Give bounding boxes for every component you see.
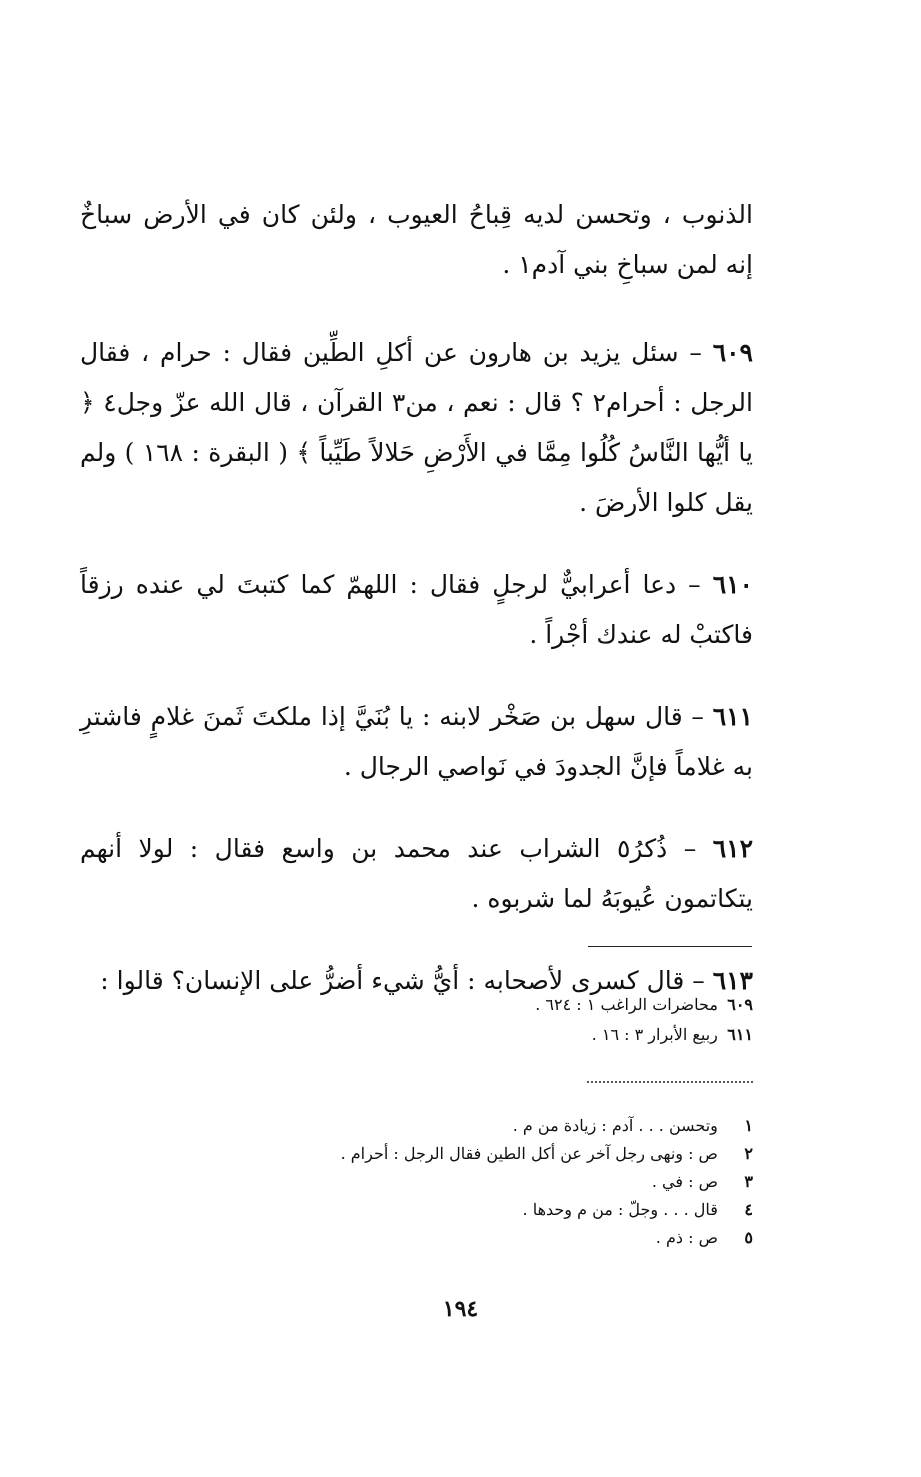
footnote-text: ص : في . (651, 1172, 718, 1191)
footnote-line (193, 1224, 753, 1252)
paragraph-continuation (80, 190, 753, 290)
paragraph-text: الذنوب ، وتحسن لديه قِباحُ العيوب ، ولئن كان في الأرض سباخٌ إنه لمن سباخِ بني آدم١ . (80, 200, 753, 279)
page-number: ١٩٤ (442, 1296, 479, 1322)
footnotes (193, 1112, 753, 1252)
main-text (80, 190, 753, 1038)
source-number: ٦٠٩ (727, 995, 753, 1014)
paragraph-number: ٦١٠ (712, 570, 753, 599)
footnote-text: قال . . . وجلّ : من م وحدها . (522, 1200, 718, 1219)
paragraph-number: ٦١٢ (712, 834, 754, 863)
footnote-line (193, 1112, 753, 1140)
paragraph-text: – سئل يزيد بن هارون عن أكلِ الطِّين فقال : حرام ، فقال الرجل : أحرام٢ ؟ قال : نعم ، من٣ القرآن ، قال الله عزّ وجل٤ ﴿ يا أيُّها النَّاسُ كُلُوا مِمَّا في الأَرْضِ حَلالاً طَيِّباً ﴾ ( البقرة : ١٦٨ ) ولم يقل كلوا الأرضَ . (80, 338, 753, 517)
source-text: ربيع الأبرار ٣ : ١٦ . (591, 1025, 718, 1044)
footnote-number: ١ (744, 1116, 753, 1135)
paragraph-609 (80, 328, 753, 528)
footnote-line (193, 1196, 753, 1224)
footnote-number: ٢ (744, 1144, 753, 1163)
paragraph-611 (80, 692, 753, 792)
source-number: ٦١١ (727, 1025, 753, 1044)
source-line (253, 1020, 753, 1050)
footnote-number: ٥ (744, 1228, 753, 1247)
paragraph-number: ٦١١ (712, 702, 753, 731)
dotted-divider (587, 1081, 753, 1083)
paragraph-number: ٦١٣ (712, 966, 753, 995)
footnote-text: ص : ونهى رجل آخر عن أكل الطين فقال الرجل : أحرام . (340, 1144, 718, 1163)
paragraph-text: – دعا أعرابيٌّ لرجلٍ فقال : اللهمّ كما كتبتَ لي عنده رزقاً فاكتبْ له عندك أجْراً . (80, 570, 753, 649)
footnote-line (193, 1140, 753, 1168)
paragraph-612 (80, 824, 753, 924)
paragraph-610 (80, 560, 753, 660)
footnote-number: ٤ (744, 1200, 753, 1219)
source-line (253, 990, 753, 1020)
footnote-number: ٣ (744, 1172, 753, 1191)
footnote-separator (588, 946, 752, 947)
source-text: محاضرات الراغب ١ : ٦٢٤ . (535, 995, 718, 1014)
footnote-text: وتحسن . . . آدم : زيادة من م . (512, 1116, 718, 1135)
source-references (253, 990, 753, 1050)
paragraph-text: – ذُكرُ٥ الشراب عند محمد بن واسع فقال : لولا أنهم يتكاتمون عُيوبَهُ لما شربوه . (80, 834, 753, 913)
footnote-line (193, 1168, 753, 1196)
paragraph-text: – قال سهل بن صَخْر لابنه : يا بُنَيَّ إذا ملكتَ ثَمنَ غلامٍ فاشترِ به غلاماً فإنَّ الجدودَ في نَواصي الرجال . (80, 702, 753, 781)
paragraph-number: ٦٠٩ (712, 338, 753, 367)
footnote-text: ص : ذم . (655, 1228, 718, 1247)
paragraph-text: – قال كسرى لأصحابه : أيُّ شيء أضرُّ على الإنسان؟ قالوا : (100, 966, 705, 995)
